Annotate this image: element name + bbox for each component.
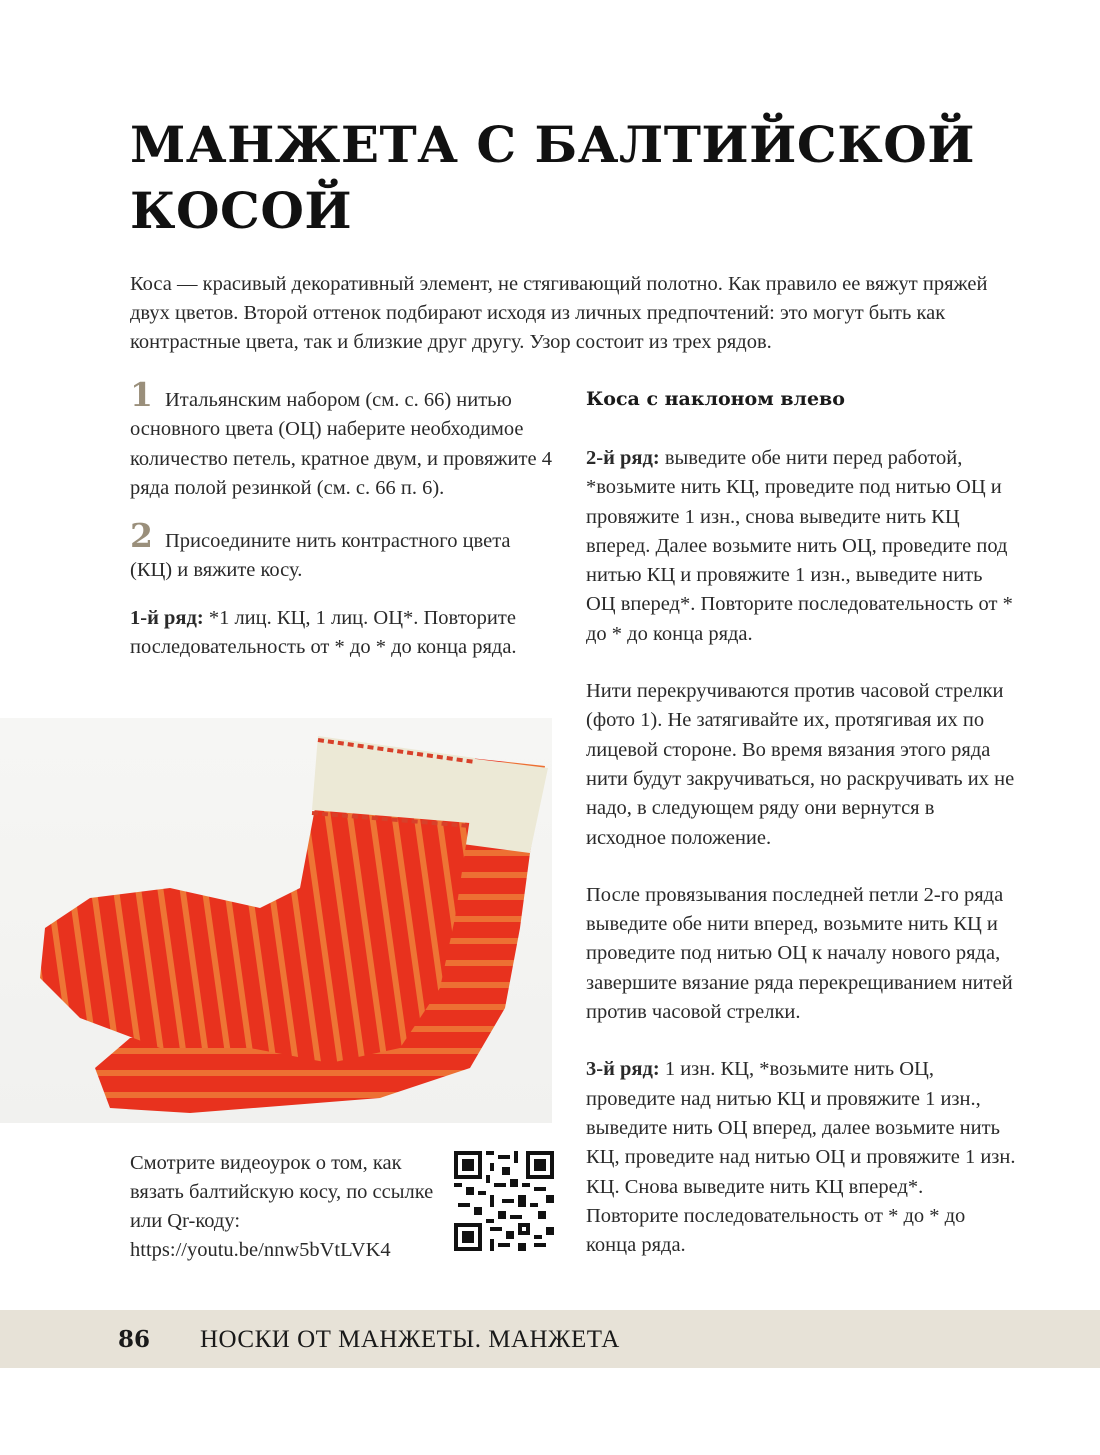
row-label: 2-й ряд: xyxy=(586,447,660,469)
right-column xyxy=(586,384,1016,1260)
row-text: 1 изн. КЦ, *возьмите нить ОЦ, проведите над нитью КЦ и провяжите 1 изн., выведите нить ОЦ вперед, далее возьмите нить КЦ, проведите над нитью ОЦ и провяжите 1 изн. КЦ. Снова выведите нить КЦ вперед*. Повторите последовательность от * до * до конца ряда. xyxy=(586,1058,1016,1257)
row-2-instruction xyxy=(586,444,1016,649)
step-2 xyxy=(130,516,555,586)
row-1-instruction xyxy=(130,604,555,663)
after-row-note: После провязывания последней петли 2-го ряда выведите обе нити вперед, возьмите нить КЦ и проведите под нитью ОЦ к началу нового ряда, завершите вязание ряда перекрещиванием нитей против часовой стрелки. xyxy=(586,883,1013,1024)
intro-paragraph: Коса — красивый декоративный элемент, не стягивающий полотно. Как правило ее вяжут пряжей двух цветов. Второй оттенок подбирают исходя из личных предпочтений: это могут быть как контрастные цвета, так и близкие друг другу. Узор состоит из трех рядов. xyxy=(130,273,988,353)
socks-photo xyxy=(0,718,552,1123)
qr-code-graphic xyxy=(454,1151,554,1251)
row-text: выведите обе нити перед работой, *возьмите нить КЦ, проведите под нитью ОЦ и провяжите 1 изн., снова выведите нить КЦ вперед. Далее возьмите нить ОЦ, проведите под нитью КЦ и провяжите 1 изн., выведите нить ОЦ вперед*. Повторите последовательность от * до * до конца ряда. xyxy=(586,447,1013,645)
braid-left-heading: Коса с наклоном влево xyxy=(586,388,845,410)
step-text: Присоедините нить контрастного цвета (КЦ) и вяжите косу. xyxy=(130,530,511,582)
row-label: 1-й ряд: xyxy=(130,606,204,629)
twist-note: Нити перекручиваются против часовой стрелки (фото 1). Не затягивайте их, протягивая их по лицевой стороне. Во время вязания этого ряда нити будут закручиваться, но раскручивать их не надо, в следующем ряду они вернутся в исходное положение. xyxy=(586,680,1015,849)
row-text: *1 лиц. КЦ, 1 лиц. ОЦ*. Повторите последовательность от * до * до конца ряда. xyxy=(130,606,517,659)
running-section-title: НОСКИ ОТ МАНЖЕТЫ. МАНЖЕТА xyxy=(200,1326,620,1353)
step-1 xyxy=(130,375,555,503)
step-text: Итальянским набором (см. с. 66) нитью основного цвета (ОЦ) наберите необходимое количество петель, кратное двум, и провяжите 4 ряда полой резинкой (см. с. 66 п. 6). xyxy=(130,389,552,499)
video-note: Смотрите видеоурок о том, как вязать балтийскую косу, по ссылке или Qr-коду: https://youtu.be/nnw5bVtLVK4 xyxy=(130,1152,434,1261)
step-number: 1 xyxy=(130,375,153,414)
front-sock xyxy=(40,808,470,1063)
step-number: 2 xyxy=(130,516,153,556)
front-sock-cuff xyxy=(312,736,475,823)
row-3-instruction xyxy=(586,1055,1016,1260)
row-label: 3-й ряд: xyxy=(586,1058,660,1081)
page-title: МАНЖЕТА С БАЛТИЙСКОЙ КОСОЙ xyxy=(130,115,975,240)
qr-code-icon[interactable] xyxy=(454,1151,554,1251)
page-number: 86 xyxy=(118,1326,151,1353)
socks-illustration xyxy=(0,718,552,1123)
left-column xyxy=(130,375,555,662)
